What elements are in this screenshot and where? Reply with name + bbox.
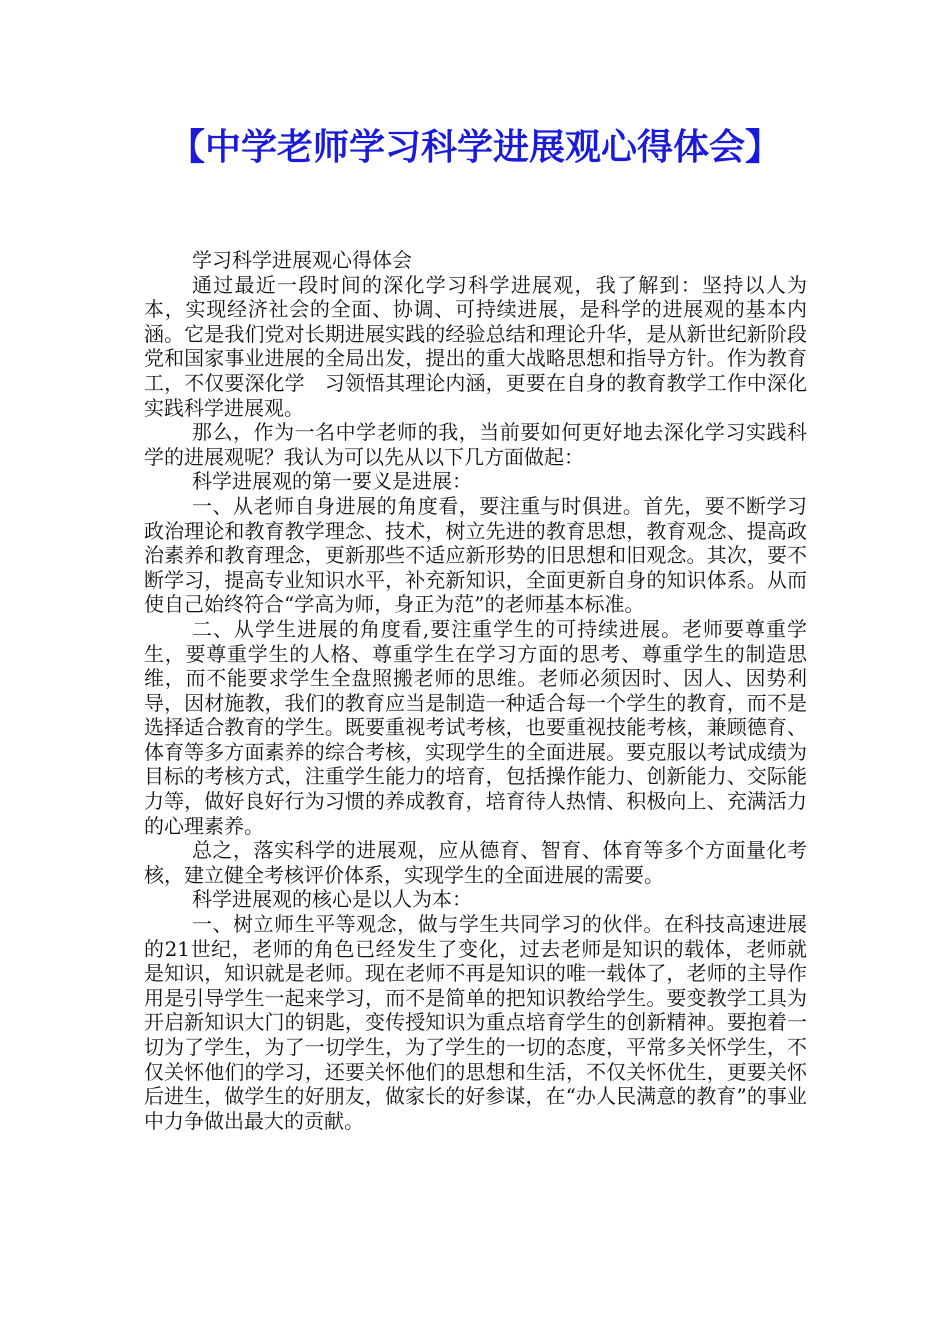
paragraph: 学习科学进展观心得体会 — [192, 248, 412, 272]
paragraph: 一、树立师生平等观念，做与学生共同学习的伙伴。在科技高速进展的21世纪，老师的角色已经发生了变化，过去老师是知识的载体，老师就是知识，知识就是老师。现在老师不再是知识的唯一载体了，老师的主导作用是引导学生一起来学习，而不是简单的把知识教给学生。要变教学工具为开启新知识大门的钥匙，变传授知识为重点培育学生的创新精神。要抱着一切为了学生，为了一切学生，为了学生的一切的态度，平常多关怀学生，不仅关怀他们的学习，还要关怀他们的思想和生活，不仅关怀优生，更要关怀后进生，做学生的好朋友，做家长的好参谋，在“办人民满意的教育”的事业中力争做出最大的贡献。 — [144, 912, 807, 1133]
paragraph: 通过最近一段时间的深化学习科学进展观，我了解到：坚持以人为本，实现经济社会的全面、协调、可持续进展，是科学的进展观的基本内涵。它是我们党对长期进展实践的经验总结和理论升华，是从新世纪新阶段党和国家事业进展的全局出发，提出的重大战略思想和指导方针。作为教育工，不仅要深化学 习领悟其理论内涵，更要在自身的教育教学工作中深化实践科学进展观。 — [144, 272, 807, 420]
paragraph: 总之，落实科学的进展观，应从德育、智育、体育等多个方面量化考核，建立健全考核评价体系，实现学生的全面进展的需要。 — [144, 838, 807, 887]
paragraph: 科学进展观的第一要义是进展： — [192, 469, 472, 494]
paragraph: 那么，作为一名中学老师的我，当前要如何更好地去深化学习实践科学的进展观呢？我认为可以先从以下几方面做起： — [144, 420, 807, 469]
paragraph: 二、从学生进展的角度看,要注重学生的可持续进展。老师要尊重学生，要尊重学生的人格、尊重学生在学习方面的思考、尊重学生的制造思维，而不能要求学生全盘照搬老师的思维。老师必须因时、因人、因势利导，因材施教，我们的教育应当是制造一种适合每一个学生的教育，而不是选择适合教育的学生。既要重视考试考核，也要重视技能考核，兼顾德育、体育等多方面素养的综合考核，实现学生的全面进展。要克服以考试成绩为目标的考核方式，注重学生能力的培育，包括操作能力、创新能力、交际能力等，做好良好行为习惯的养成教育，培育待人热情、积极向上、充满活力的心理素养。 — [144, 616, 807, 838]
paragraph: 科学进展观的核心是以人为本： — [192, 887, 472, 912]
document-body — [144, 248, 807, 1133]
document-title: 【中学老师学习科学进展观心得体会】 — [168, 127, 781, 168]
paragraph: 一、从老师自身进展的角度看，要注重与时俱进。首先，要不断学习政治理论和教育教学理念、技术，树立先进的教育思想，教育观念、提高政治素养和教育理念，更新那些不适应新形势的旧思想和旧观念。其次，要不断学习，提高专业知识水平，补充新知识，全面更新自身的知识体系。从而使自己始终符合“学高为师，身正为范”的老师基本标准。 — [144, 493, 807, 617]
